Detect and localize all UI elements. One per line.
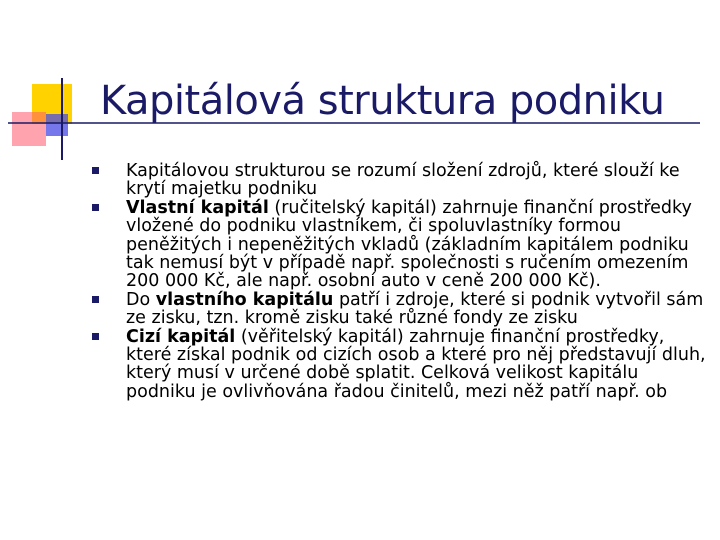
bullet-marker-icon: [92, 167, 99, 174]
bullet-item: [92, 199, 712, 291]
bullet-marker-icon: [92, 296, 99, 303]
bullet-text: (ručitelský kapitál) zahrnuje finanční prostředky vložené do podniku vlastníkem, či spoluvlastníky formou peněžitých i nepeněžitých vkladů (základním kapitálem podniku tak nemusí být v případě např. společnosti s ručením omezením 200 000 Kč, ale např. osobní auto v ceně 200 000 Kč).: [126, 197, 692, 292]
bullet-marker-icon: [92, 204, 99, 211]
bullet-bold-text: Vlastní kapitál: [126, 197, 269, 218]
bullet-marker-icon: [92, 333, 99, 340]
bullet-text: (věřitelský kapitál) zahrnuje finanční prostředky, které získal podnik od cizích osob a které pro něj představují dluh, který musí v určené době splatit. Celková velikost kapitálu podniku je ovlivňována řadou činitelů, mezi něž patří např. ob: [126, 326, 706, 402]
deco-red-square: [12, 112, 46, 146]
bullet-text: Kapitálovou strukturou se rozumí složení zdrojů, které slouží ke krytí majetku podniku: [126, 161, 680, 200]
bullet-text: Do: [126, 289, 156, 310]
bullet-item: [92, 162, 712, 199]
deco-blue-square: [46, 114, 68, 136]
bullet-bold-text: Cizí kapitál: [126, 326, 236, 347]
bullet-item: [92, 291, 712, 328]
bullet-bold-text: vlastního kapitálu: [155, 289, 334, 310]
slide-title: Kapitálová struktura podniku: [100, 78, 665, 124]
bullet-text: patří i zdroje, které si podnik vytvořil sám ze zisku, tzn. kromě zisku také různé fondy ze zisku: [126, 289, 704, 329]
bullet-list: [92, 162, 712, 401]
bullet-item: [92, 328, 712, 402]
